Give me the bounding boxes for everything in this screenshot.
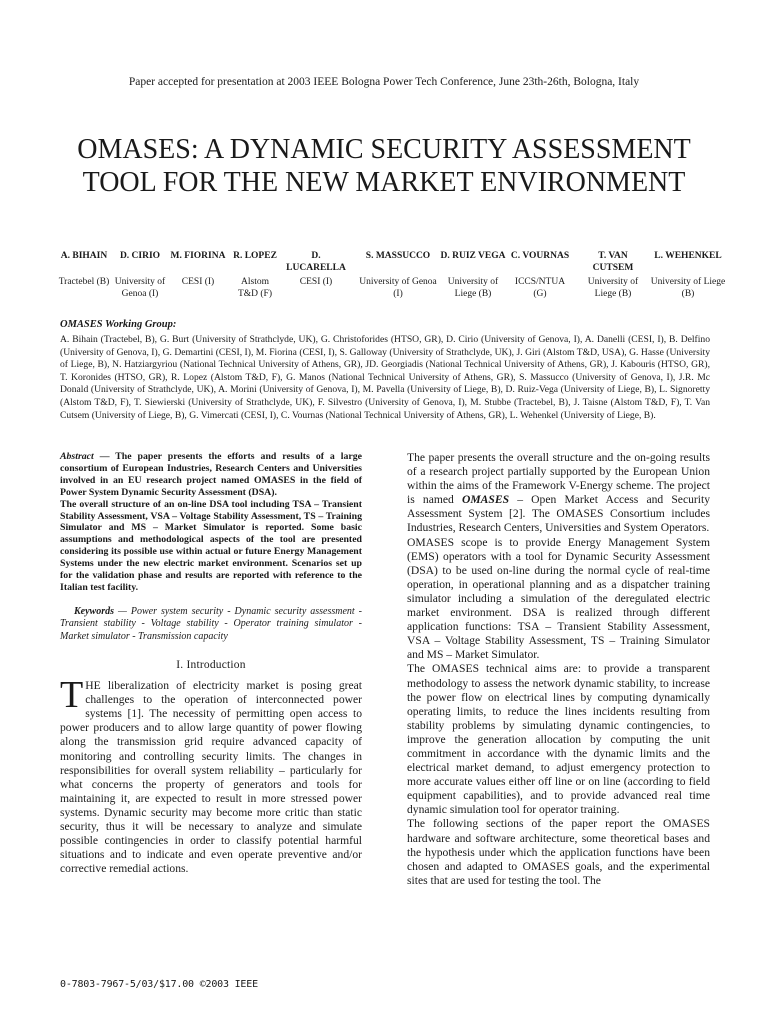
right-paragraph-3: The OMASES technical aims are: to provide a transparent methodology to assess the network dynamic stability, to increase the power flow on electrical lines by computing dynamically operating limits, to reduce the lines incidents resulting from stability problems by simulating dynamic contingencies, to improve the generation allocation by computing the unit commitment in accordance with the dynamic limits and the electrical market demand, to adjust emergency protection to more accurate values either off line or on line (according to field equipment capabilities), and to provide advanced real time dynamic simulation tool for operator training. xyxy=(407,662,710,817)
author-name: D. RUIZ VEGA xyxy=(440,251,506,261)
paper-title: OMASES: A DYNAMIC SECURITY ASSESSMENT TOOL FOR THE NEW MARKET ENVIRONMENT xyxy=(77,134,691,198)
section-heading-introduction: I. Introduction xyxy=(176,659,246,672)
author-block xyxy=(438,250,508,300)
author-name: C. VOURNAS xyxy=(510,251,570,261)
right-paragraph-1-part-b: – Open Market Access and Security Assessment System [2]. The OMASES Consortium includes Industries, Research Centers, Universities and System Operators. xyxy=(407,493,710,535)
copyright-footer: 0-7803-7967-5/03/$17.00 ©2003 IEEE xyxy=(60,979,258,990)
author-block xyxy=(58,250,110,288)
abstract-label: Abstract xyxy=(60,451,94,462)
author-affiliation: Tractebel (B) xyxy=(58,277,110,287)
author-name: A. BIHAIN xyxy=(60,251,108,261)
right-paragraph-2: OMASES scope is to provide Energy Management System (EMS) operators with a tool for Dynamic Security Assessment (DSA) to be used on-line during the normal cycle of real-time operation, in operational planning and as a dispatcher training simulator including a simulation of the deregulated electric market environment. DSA is realized through different application functions: TSA – Transient Stability Assessment, VSA – Voltage Stability Assessment, TS – Training Simulator and MS – Market Simulator. xyxy=(407,535,710,662)
introduction-paragraph: HE liberalization of electricity market is posing great challenges to the operation of interconnected power systems [1]. The necessity of permitting open access to power producers and to allow large quantity of power flowing along the transmission grid require advanced capacity of monitoring and controlling security limits. The changes in responsibilities for overall system reliability – particularly for what concerns the property of generators and tools for maintaining it, are expected to result in more stressed power systems. Dynamic security may become more critic than static security, thus it will be necessary to analyze and simulate possible contingencies in order to classify potential harmful situations and to indicate and even operate preventive and/or corrective remedial actions. xyxy=(60,679,362,876)
author-name: T. VAN CUTSEM xyxy=(592,251,634,273)
author-block xyxy=(580,250,646,300)
author-block xyxy=(650,250,726,300)
author-affiliation: University of Genoa (I) xyxy=(114,277,166,299)
author-name: R. LOPEZ xyxy=(233,251,277,261)
author-affiliation: University of Liege (B) xyxy=(650,277,726,299)
author-block xyxy=(281,250,351,288)
abstract-paragraph-1: The paper presents the efforts and results of a large consortium of European Industries, Research Centers and Universities involved in an EU research project named OMASES in the field of Power System Dynamic Security Assessment (DSA). xyxy=(60,451,362,498)
introduction-text xyxy=(60,674,362,876)
project-name-emphasis: OMASES xyxy=(461,493,510,507)
author-name: M. FIORINA xyxy=(170,251,226,261)
abstract-paragraph-2: The overall structure of an on-line DSA tool including TSA – Transient Stability Assessment, VSA – Voltage Stability Assessment, TS – Training Simulator and MS – Market Simulator is reported. Some basic assumptions and methodological aspects of the tool are presented considering its possible use within actual or future Energy Management Systems under the new electric market environment. Scenarios set up for the validation phase and results are reported with reference to the Italian test facility. xyxy=(60,498,362,593)
author-affiliation: ICCS/NTUA (G) xyxy=(514,277,566,299)
keywords xyxy=(60,606,362,643)
author-affiliation: Alstom T&D (F) xyxy=(237,277,273,299)
keywords-dash: — xyxy=(114,605,131,617)
author-block xyxy=(358,250,438,300)
keywords-label: Keywords xyxy=(74,605,114,617)
left-column xyxy=(60,451,362,876)
author-block xyxy=(113,250,167,300)
right-column xyxy=(407,451,710,888)
author-block xyxy=(230,250,280,300)
keywords-text: Power system security - Dynamic security assessment - Transient stability - Voltage stability - Operator training simulator - Market simulator - Transmission capacity xyxy=(60,605,362,642)
working-group-title: OMASES Working Group: xyxy=(60,319,177,330)
author-name: S. MASSUCCO xyxy=(365,251,431,261)
right-paragraph-1 xyxy=(407,451,710,536)
right-paragraph-1-part-a: The paper presents the overall structure and the on-going results of a research project partially supported by the European Union within the aims of the Framework V-Energy scheme. The project is named xyxy=(407,451,710,507)
abstract xyxy=(60,451,362,594)
author-affiliation: CESI (I) xyxy=(299,277,333,287)
right-paragraph-4: The following sections of the paper report the OMASES hardware and software architecture, some theoretical bases and the hypothesis under which the application functions have been chosen and adapted to OMASES goals, and the experimental sites that are used for testing the tool. The xyxy=(407,817,710,887)
working-group-members: A. Bihain (Tractebel, B), G. Burt (University of Strathclyde, UK), G. Christoforides (HTSO, GR), D. Cirio (University of Genova, I), A. Danelli (CESI, I), B. Delfino (University of Genova, I), G. Demartini (CESI, I), M. Fiorina (CESI, I), S. Galloway (University of Strathclyde, UK), J. Giri (Alstom T&D, USA), G. Hasse (University of Liege, B), N. Hatziargyriou (National Technical University of Athens, GR), JD. Georgiadis (National Technical University of Athens, GR), J. Kabouris (HTSO, GR), T. Koronides (HTSO, GR), R. Lopez (Alstom T&D, F), G. Manos (National Technical University of Athens, GR), S. Massucco (University of Genova, I), J.R. Mc Donald (University of Strathclyde, UK), A. Morini (University of Genova, I), M. Pavella (University of Liege, B), D. Ruiz-Vega (University of Liege, B), L. Signoretty (Alstom T&D, F), T. Siewierski (University of Strathclyde, UK), F. Silvestro (University of Genova, I), M. Stubbe (Tractebel, B), J. Taisne (Alstom T&D, F), T. Van Cutsem (University of Liege, B), G. Vimercati (CESI, I), C. Vournas (National Technical University of Athens, GR), L. Wehenkel (University of Liege, B). xyxy=(60,334,710,421)
drop-cap: T xyxy=(60,674,84,717)
author-block xyxy=(508,250,572,300)
author-name: D. CIRIO xyxy=(119,251,161,261)
author-affiliation: University of Genoa (I) xyxy=(359,277,437,299)
author-affiliation: CESI (I) xyxy=(181,277,215,287)
author-name: L. WEHENKEL xyxy=(654,251,722,261)
author-affiliation: University of Liege (B) xyxy=(587,277,639,299)
conference-note: Paper accepted for presentation at 2003 IEEE Bologna Power Tech Conference, June 23th-26th, Bologna, Italy xyxy=(128,76,640,88)
author-name: D. LUCARELLA xyxy=(286,251,346,273)
author-affiliation: University of Liege (B) xyxy=(447,277,499,299)
author-block xyxy=(166,250,230,288)
abstract-dash: — xyxy=(93,451,116,462)
